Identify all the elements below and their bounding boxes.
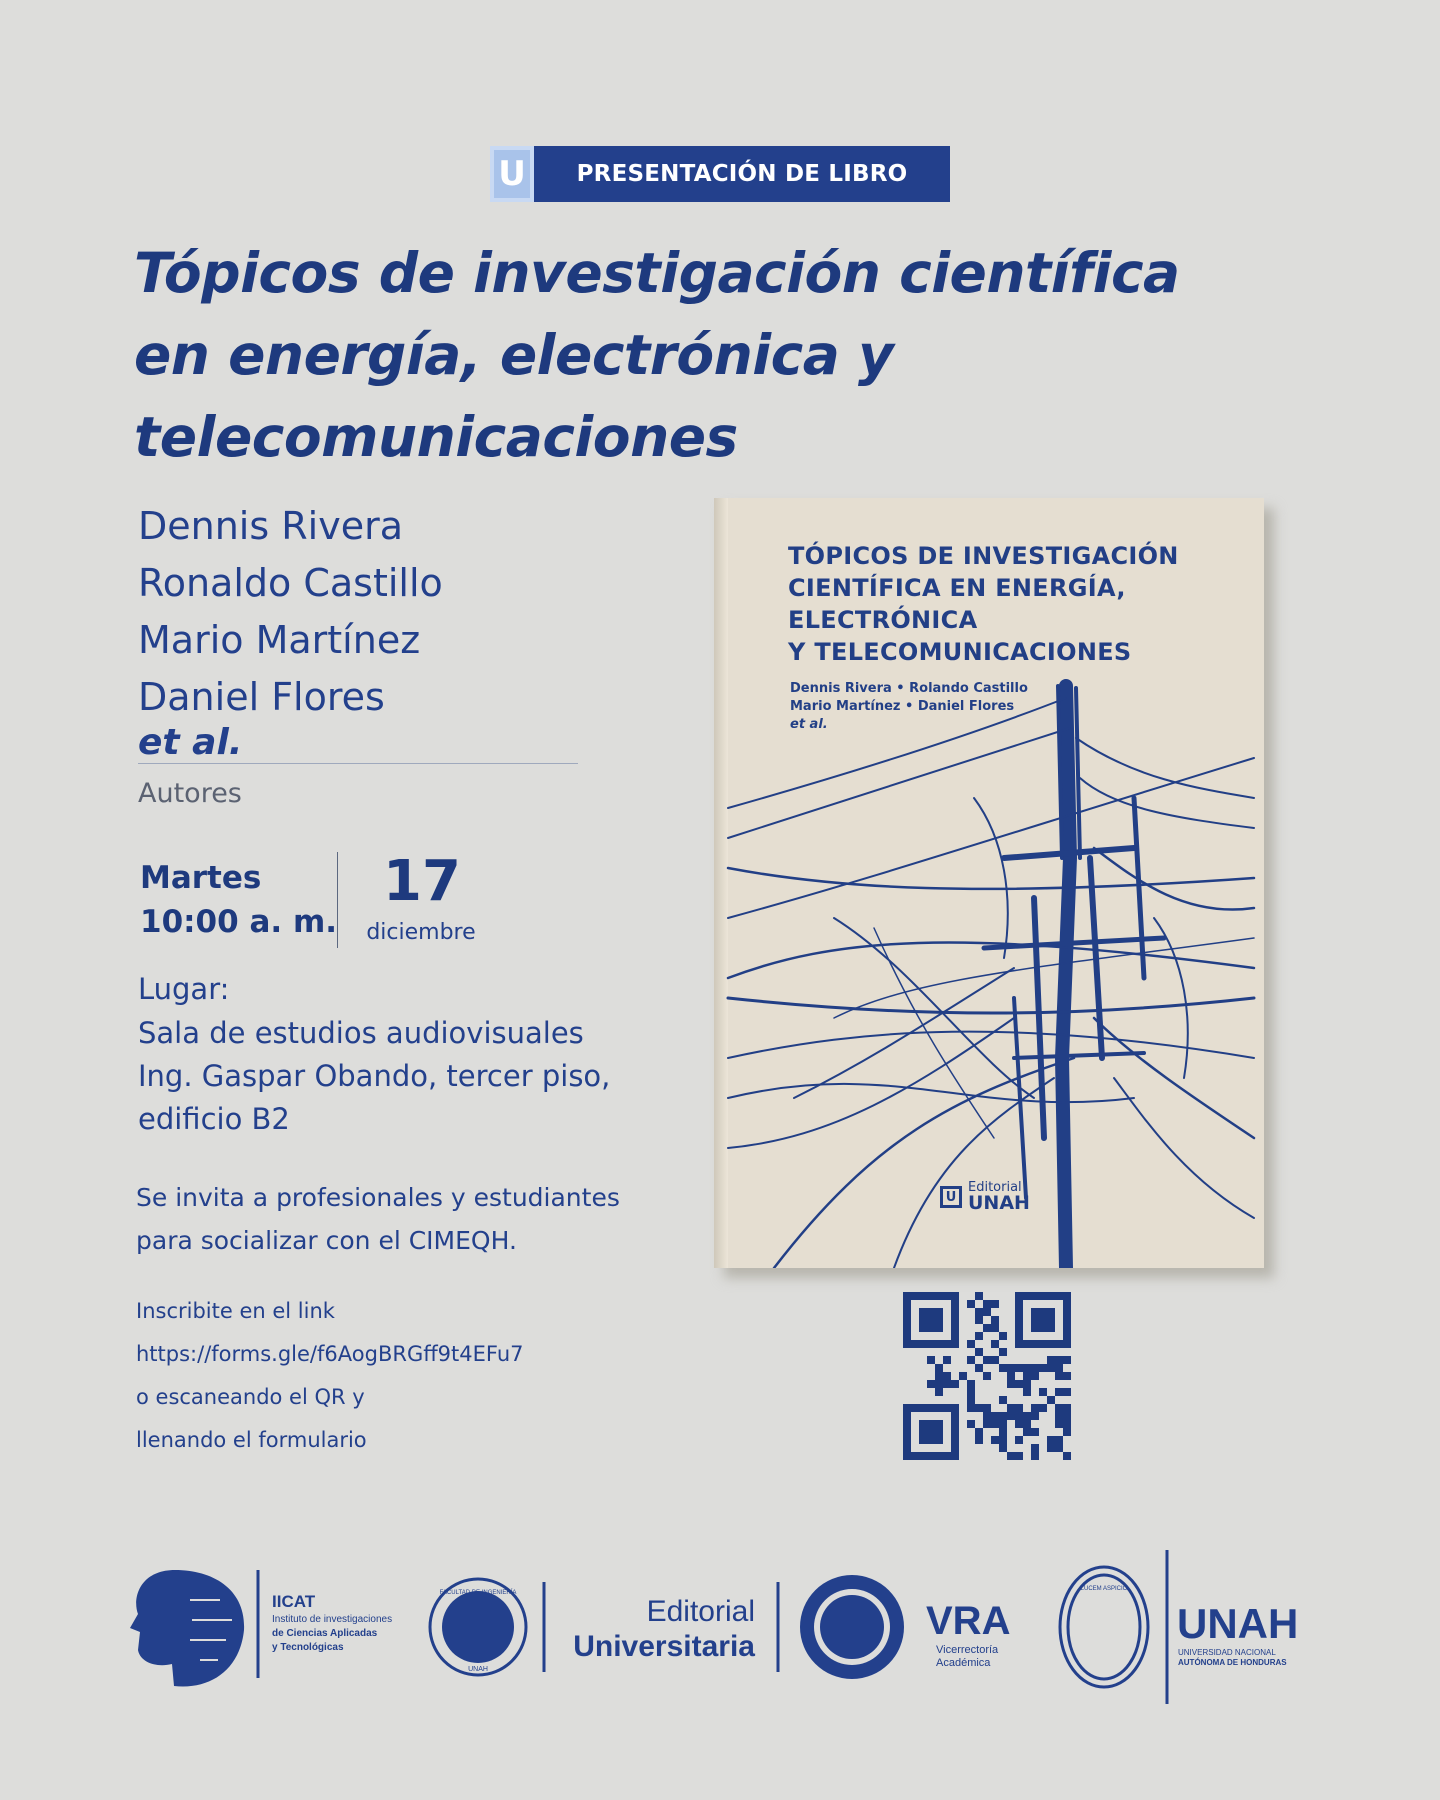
- book-cover-title-line: CIENTÍFICA EN ENERGÍA,: [788, 574, 1126, 602]
- venue-line: edificio B2: [138, 1102, 290, 1136]
- book-cover: [714, 498, 1264, 1268]
- authors-divider: [138, 763, 578, 764]
- author-name: Dennis Rivera: [138, 504, 403, 548]
- registration-info: [136, 1290, 524, 1462]
- registration-line: llenando el formulario: [136, 1428, 367, 1452]
- editorial-line2: Universitaria: [573, 1630, 755, 1663]
- qr-code[interactable]: [903, 1292, 1071, 1460]
- book-title: [134, 232, 1254, 478]
- book-cover-title: [788, 540, 1179, 668]
- book-title-line: Tópicos de investigación científica: [134, 241, 1180, 305]
- book-title-line: en energía, electrónica y: [134, 323, 894, 387]
- event-type-badge: [490, 146, 950, 202]
- registration-link[interactable]: https://forms.gle/f6AogBRGff9t4EFu7: [136, 1342, 524, 1366]
- author-name: Daniel Flores: [138, 675, 385, 719]
- editorial-line1: Editorial: [646, 1595, 755, 1628]
- publisher-small: Editorial: [968, 1180, 1022, 1195]
- unah-seal-banner: LUCEM ASPICIO: [1080, 1586, 1128, 1592]
- date-divider: [337, 852, 338, 948]
- registration-line: Inscribite en el link: [136, 1299, 335, 1323]
- unah-u-icon: U: [940, 1186, 962, 1208]
- iicat-line1: Instituto de investigaciones: [272, 1614, 393, 1625]
- author-name: Ronaldo Castillo: [138, 561, 443, 605]
- event-type-label: PRESENTACIÓN DE LIBRO: [534, 146, 950, 202]
- iicat-line2: de Ciencias Aplicadas: [272, 1628, 378, 1639]
- unah-acronym: UNAH: [1177, 1600, 1299, 1647]
- unah-u-icon: U: [490, 146, 534, 202]
- author-list: [138, 498, 443, 726]
- book-cover-etal: et al.: [790, 717, 828, 732]
- event-weekday: Martes: [140, 860, 262, 896]
- editorial-unah-logo: [940, 1181, 1030, 1213]
- publisher-big: UNAH: [968, 1192, 1030, 1214]
- venue-line: Sala de estudios audiovisuales: [138, 1016, 584, 1050]
- book-cover-author-line: Mario Martínez • Daniel Flores: [790, 699, 1015, 714]
- iicat-acronym: IICAT: [272, 1592, 316, 1611]
- authors-etal: et al.: [138, 722, 243, 763]
- iicat-line3: y Tecnológicas: [272, 1642, 344, 1653]
- event-time: 10:00 a. m.: [140, 904, 338, 940]
- sponsor-logos: [0, 1550, 1440, 1710]
- invitation-line: Se invita a profesionales y estudiantes: [136, 1183, 620, 1212]
- unah-line1: UNIVERSIDAD NACIONAL: [1178, 1648, 1276, 1657]
- book-cover-title-line: ELECTRÓNICA: [788, 606, 978, 634]
- event-day-time: [140, 856, 337, 944]
- invitation-line: para socializar con el CIMEQH.: [136, 1226, 517, 1255]
- venue-label: Lugar:: [138, 972, 230, 1006]
- venue-details: [138, 1012, 610, 1141]
- registration-line: o escaneando el QR y: [136, 1385, 365, 1409]
- event-day-number: 17: [383, 849, 461, 914]
- unah-line2: AUTÓNOMA DE HONDURAS: [1178, 1658, 1287, 1667]
- vra-acronym: VRA: [926, 1599, 1011, 1643]
- book-cover-title-line: Y TELECOMUNICACIONES: [788, 638, 1132, 666]
- invitation-text: [136, 1176, 620, 1262]
- facultad-seal-bottom: UNAH: [468, 1666, 488, 1673]
- book-cover-title-line: TÓPICOS DE INVESTIGACIÓN: [788, 542, 1179, 570]
- authors-label: Autores: [138, 778, 242, 809]
- vra-line2: Académica: [936, 1657, 991, 1669]
- book-cover-authors: [790, 680, 1028, 734]
- book-title-line: telecomunicaciones: [134, 405, 738, 469]
- book-cover-face: [714, 498, 1264, 1268]
- vra-line1: Vicerrectoría: [936, 1644, 999, 1656]
- venue-line: Ing. Gaspar Obando, tercer piso,: [138, 1059, 611, 1093]
- author-name: Mario Martínez: [138, 618, 421, 662]
- event-month: diciembre: [366, 920, 476, 945]
- book-cover-author-line: Dennis Rivera • Rolando Castillo: [790, 681, 1028, 696]
- facultad-seal-top: FACULTAD DE INGENIERÍA: [439, 1590, 517, 1596]
